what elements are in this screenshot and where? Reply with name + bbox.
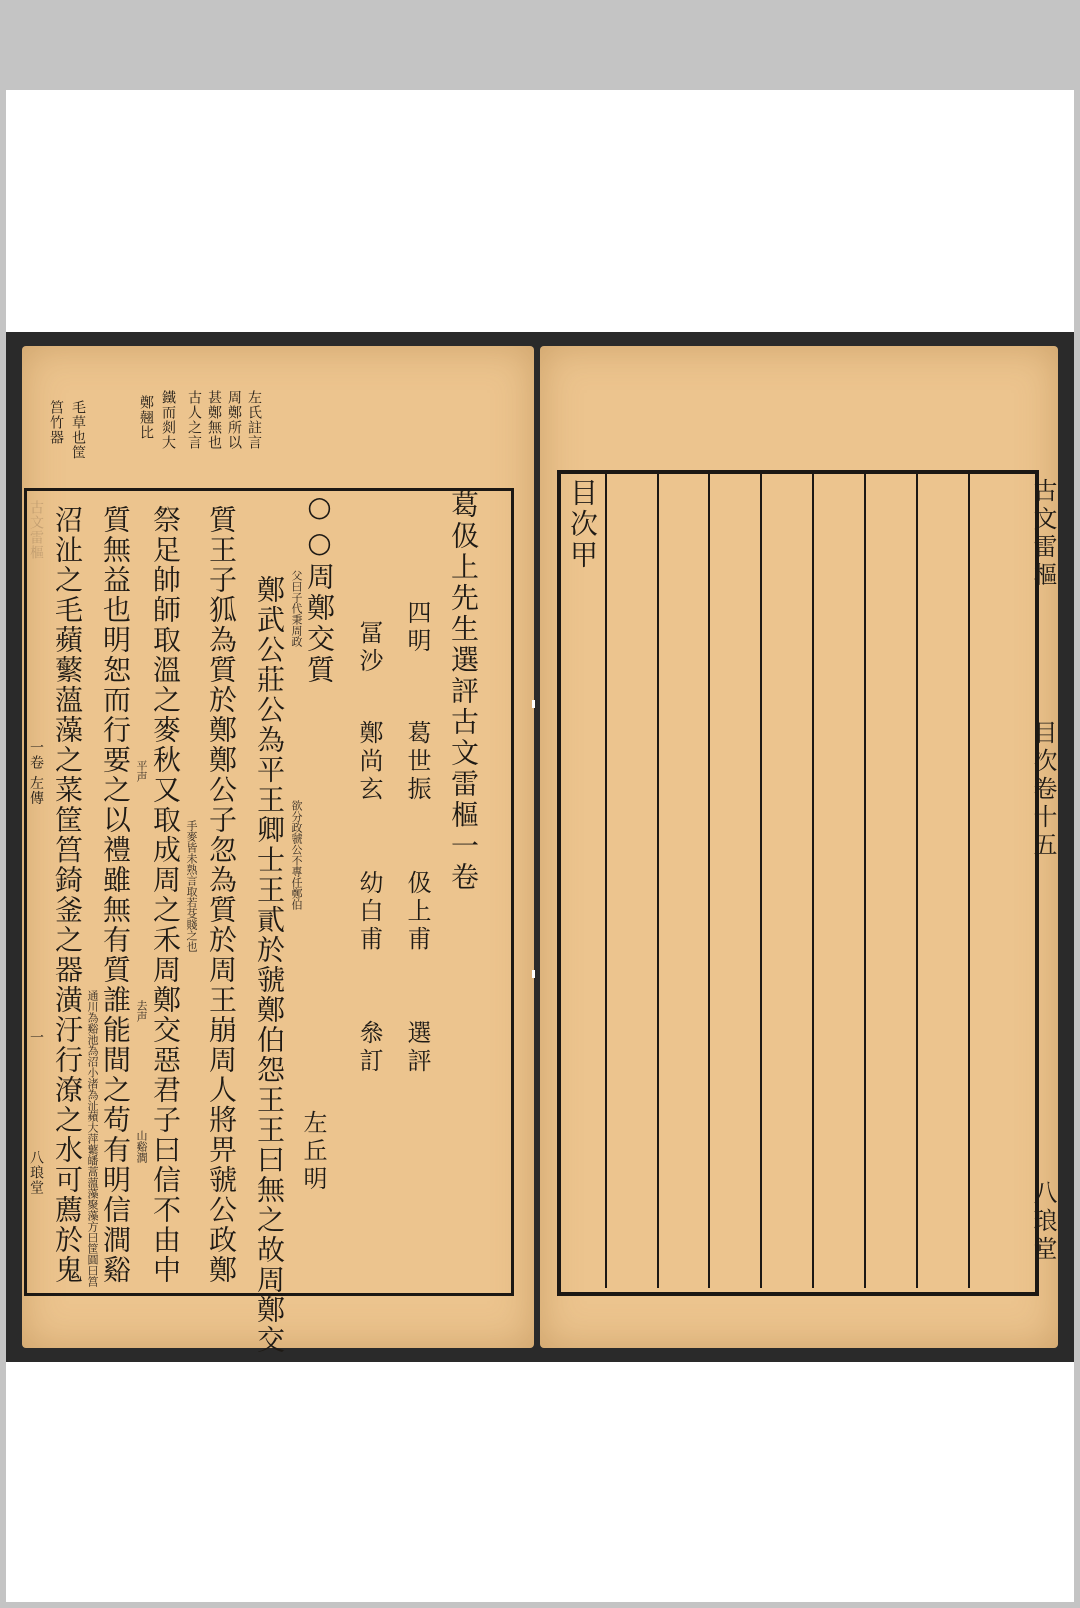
column-rule bbox=[708, 470, 710, 1288]
author: 左丘明 bbox=[299, 1110, 327, 1194]
gloss-note: 通川為谿池為沼小渚為沚蘋大萍蘩皤蒿薀藻聚藻方曰筐圓曰筥 bbox=[86, 990, 99, 1287]
editor-action-a: 選評 bbox=[403, 1020, 431, 1076]
gloss-note: 父曰子代秉周政 bbox=[290, 570, 303, 647]
editor-name-a: 葛世振 bbox=[403, 720, 431, 804]
top-note: 古人之言 bbox=[186, 390, 202, 450]
binding-mark bbox=[532, 970, 535, 978]
editor-place-a: 四明 bbox=[403, 600, 431, 656]
column-rule bbox=[657, 470, 659, 1288]
gloss-note: 去声 bbox=[135, 1000, 148, 1022]
margin-text: 一卷 左傳 bbox=[28, 740, 44, 806]
book-title: 葛伋上先生選評古文雷樞一卷 bbox=[447, 490, 480, 893]
margin-text: 八琅堂 bbox=[28, 1150, 44, 1195]
column-rule bbox=[916, 470, 918, 1288]
top-note: 鐵而剡大 bbox=[160, 390, 176, 450]
body-column: 質王子狐為質於鄭鄭公子忽為質於周王崩周人將畀虢公政鄭 bbox=[205, 505, 238, 1285]
margin-text: 古文雷樞 bbox=[28, 500, 44, 560]
gloss-note: 欲分政虢公不專任鄭伯 bbox=[290, 800, 303, 910]
editor-place-b: 冨沙 bbox=[355, 620, 383, 676]
margin-text: 八琅堂 bbox=[1029, 1180, 1057, 1264]
editor-action-b: 叅訂 bbox=[355, 1020, 383, 1076]
gloss-note: 山谿澗 bbox=[135, 1130, 148, 1163]
top-note: 左氏註言 bbox=[246, 390, 262, 450]
body-column: 質無益也明恕而行要之以禮雖無有質誰能間之苟有明信澗谿 bbox=[99, 505, 132, 1285]
editor-role-a: 伋上甫 bbox=[403, 870, 431, 954]
gloss-note: 平声 bbox=[135, 760, 148, 782]
contents-heading: 目次甲 bbox=[566, 478, 599, 571]
margin-text: 目次卷十五 bbox=[1029, 720, 1057, 860]
column-rule bbox=[864, 470, 866, 1288]
editor-name-b: 鄭尚玄 bbox=[355, 720, 383, 804]
top-note: 毛草也筐 bbox=[70, 400, 86, 460]
top-note: 周鄭所以 bbox=[226, 390, 242, 450]
gloss-note: 手麥皆未熟言取若芟賤之也 bbox=[185, 820, 198, 952]
column-rule bbox=[812, 470, 814, 1288]
column-rule bbox=[605, 470, 607, 1288]
margin-text: 古文雷樞 bbox=[1029, 478, 1057, 590]
top-note: 鄭翹比 bbox=[138, 395, 154, 440]
binding-mark bbox=[532, 700, 535, 708]
top-note: 筥竹器 bbox=[48, 400, 64, 445]
top-note: 甚鄭無也 bbox=[206, 390, 222, 450]
text-frame-right bbox=[557, 470, 1039, 1296]
column-rule bbox=[968, 470, 970, 1288]
body-column: 祭足帥師取溫之麥秋又取成周之禾周鄭交惡君子曰信不由中 bbox=[149, 505, 182, 1285]
editor-role-b: 幼白甫 bbox=[355, 870, 383, 954]
column-rule bbox=[760, 470, 762, 1288]
body-column: 沼沚之毛蘋蘩薀藻之菜筐筥錡釜之器潢汙行潦之水可薦於鬼 bbox=[51, 505, 84, 1285]
body-column: 鄭武公莊公為平王卿士王貳於虢鄭伯怨王王曰無之故周鄭交 bbox=[253, 575, 286, 1355]
margin-text: 一 bbox=[28, 1030, 44, 1045]
section-title: ○○周鄭交質 bbox=[303, 490, 336, 686]
